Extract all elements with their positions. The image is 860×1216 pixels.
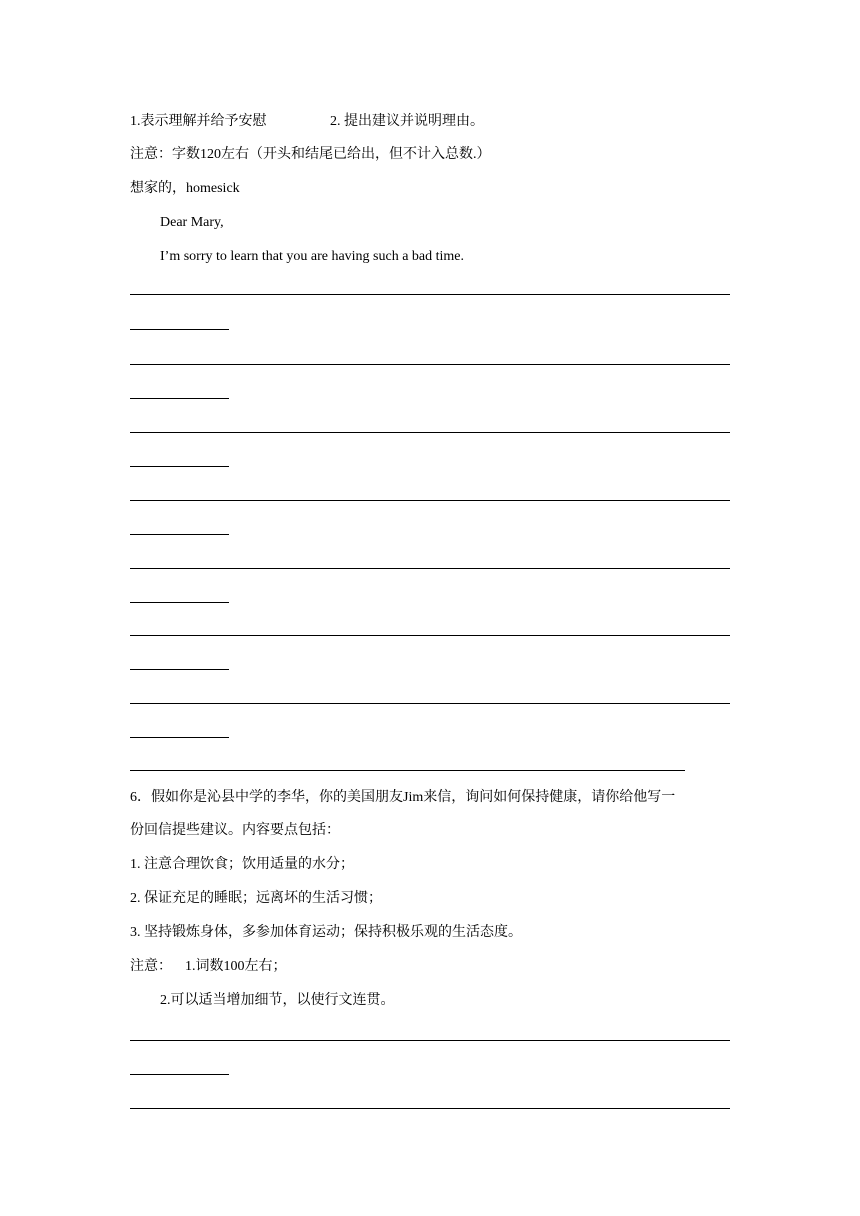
task2-point-1: 1. 注意合理饮食；饮用适量的水分； (130, 857, 354, 872)
writing-line (130, 466, 229, 467)
writing-line (130, 770, 685, 771)
writing-line (130, 602, 229, 603)
writing-line (130, 1040, 730, 1041)
task2-note-2: 2.可以适当增加细节，以使行文连贯。 (160, 993, 395, 1008)
writing-line (130, 703, 730, 704)
writing-line (130, 432, 730, 433)
writing-line (130, 364, 730, 365)
writing-line (130, 737, 229, 738)
writing-line (130, 500, 730, 501)
writing-line (130, 329, 229, 330)
task1-note: 注意：字数120左右（开头和结尾已给出，但不计入总数.） (130, 147, 491, 162)
writing-line (130, 1108, 730, 1109)
task2-note-1: 1.词数100左右； (185, 959, 287, 974)
writing-line (130, 568, 730, 569)
writing-line (130, 294, 730, 295)
task2-point-3: 3. 坚持锻炼身体，多参加体育运动；保持积极乐观的生活态度。 (130, 925, 522, 940)
task2-prompt-line-1: 6．假如你是沁县中学的李华，你的美国朋友Jim来信，询问如何保持健康，请你给他写一 (130, 790, 676, 805)
writing-line (130, 534, 229, 535)
task1-point-2: 2. 提出建议并说明理由。 (330, 114, 484, 129)
writing-line (130, 1074, 229, 1075)
task2-prompt-line-2: 份回信提些建议。内容要点包括： (130, 823, 340, 838)
letter-greeting: Dear Mary, (160, 215, 224, 230)
task2-note-label: 注意： (130, 959, 172, 974)
task1-vocab: 想家的，homesick (130, 181, 240, 196)
writing-line (130, 635, 730, 636)
task1-point-1: 1.表示理解并给予安慰 (130, 114, 267, 129)
writing-line (130, 398, 229, 399)
task2-point-2: 2. 保证充足的睡眠；远离坏的生活习惯； (130, 891, 382, 906)
letter-opening: I’m sorry to learn that you are having such a bad time. (160, 249, 465, 264)
writing-line (130, 669, 229, 670)
